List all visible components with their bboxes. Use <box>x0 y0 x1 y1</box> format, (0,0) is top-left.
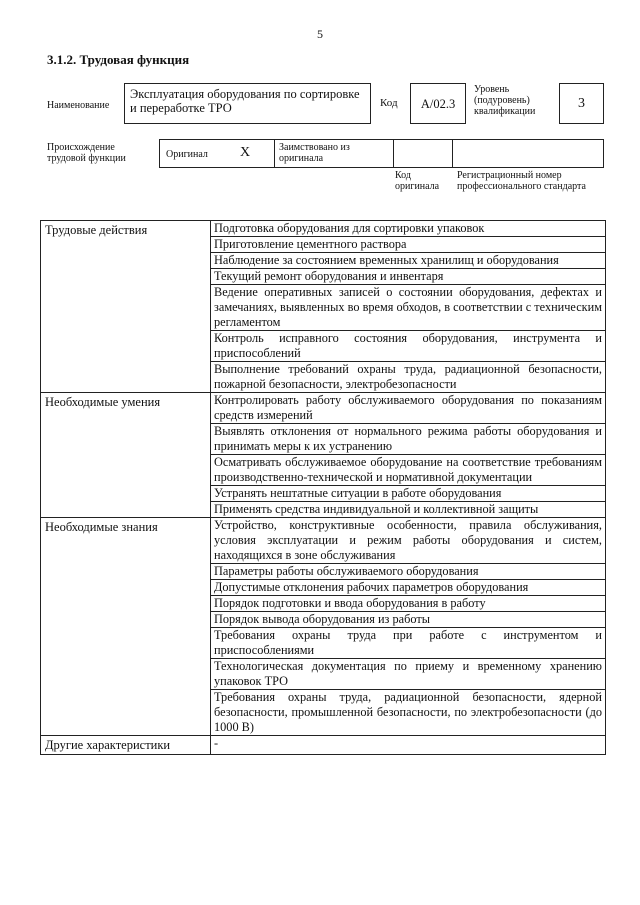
list-item: Устройство, конструктивные особенности, правила обслуживания, условия эксплуатации и режим работы оборудования и систем, находящихся в зоне обслуживания <box>211 518 605 564</box>
list-item: Требования охраны труда при работе с инструментом и приспособлениями <box>211 628 605 659</box>
list-item: - <box>214 736 219 750</box>
table-row <box>41 393 606 518</box>
list-item: Выполнение требований охраны труда, радиационной безопасности, пожарной безопасности, электробезопасности <box>214 362 602 391</box>
row-label: Необходимые умения <box>41 393 211 518</box>
code-box <box>410 83 466 124</box>
divider <box>452 140 453 167</box>
list-item: Допустимые отклонения рабочих параметров оборудования <box>211 580 605 596</box>
row-items <box>211 393 606 518</box>
borrowed-label: Заимствовано из оригинала <box>279 142 350 164</box>
list-item: Контролировать работу обслуживаемого оборудования по показаниям средств измерений <box>211 393 605 424</box>
section-title: 3.1.2. Трудовая функция <box>47 52 190 67</box>
list-item: Контроль исправного состояния оборудования, инструмента и приспособлений <box>211 331 605 362</box>
list-item: Наблюдение за состоянием временных хранилищ и оборудования <box>211 253 605 269</box>
level-label: Уровень (подуровень) квалификации <box>474 84 536 117</box>
table-row <box>41 736 606 755</box>
name-label: Наименование <box>47 100 110 111</box>
code-value: A/02.3 <box>420 96 456 111</box>
list-item: Порядок подготовки и ввода оборудования в работу <box>211 596 605 612</box>
list-item: Применять средства индивидуальной и коллективной защиты <box>214 502 539 516</box>
level-value: 3 <box>578 95 585 111</box>
row-label: Необходимые знания <box>41 518 211 736</box>
list-item: Требования охраны труда, радиационной безопасности, ядерной безопасности, промышленной безопасности, по электробезопасности (до 1000 В) <box>214 690 602 734</box>
table-row <box>41 518 606 736</box>
row-label: Трудовые действия <box>41 221 211 393</box>
original-label: Оригинал <box>166 149 208 160</box>
row-label: Другие характеристики <box>41 736 211 755</box>
registration-caption: Регистрационный номер профессионального стандарта <box>457 170 586 192</box>
divider <box>393 140 394 167</box>
list-item: Текущий ремонт оборудования и инвентаря <box>211 269 605 285</box>
origin-box <box>159 139 604 168</box>
list-item: Ведение оперативных записей о состоянии оборудования, дефектах и замечаниях, выявленных во время обходов, в соответствии с техническим регламентом <box>211 285 605 331</box>
list-item: Выявлять отклонения от нормального режима работы оборудования и принимать меры к их устранению <box>211 424 605 455</box>
origin-label: Происхождение трудовой функции <box>47 142 126 164</box>
list-item: Устранять нештатные ситуации в работе оборудования <box>211 486 605 502</box>
row-items <box>211 518 606 736</box>
row-items <box>211 221 606 393</box>
level-box <box>559 83 604 124</box>
list-item: Параметры работы обслуживаемого оборудования <box>211 564 605 580</box>
list-item: Приготовление цементного раствора <box>211 237 605 253</box>
function-name-box <box>124 83 371 124</box>
code-label: Код <box>380 97 398 109</box>
function-name: Эксплуатация оборудования по сортировке и переработке ТРО <box>130 87 360 115</box>
competency-table <box>40 220 606 755</box>
code-caption: Код оригинала <box>395 170 440 192</box>
list-item: Осматривать обслуживаемое оборудование на соответствие требованиям производственно-технической и нормативной документации <box>211 455 605 486</box>
table-row <box>41 221 606 393</box>
page-number: 5 <box>317 27 323 41</box>
original-mark: X <box>240 145 251 160</box>
divider <box>274 140 275 167</box>
list-item: Технологическая документация по приему и временному хранению упаковок ТРО <box>211 659 605 690</box>
list-item: Подготовка оборудования для сортировки упаковок <box>211 221 605 237</box>
list-item: Порядок вывода оборудования из работы <box>211 612 605 628</box>
row-items <box>211 736 606 755</box>
